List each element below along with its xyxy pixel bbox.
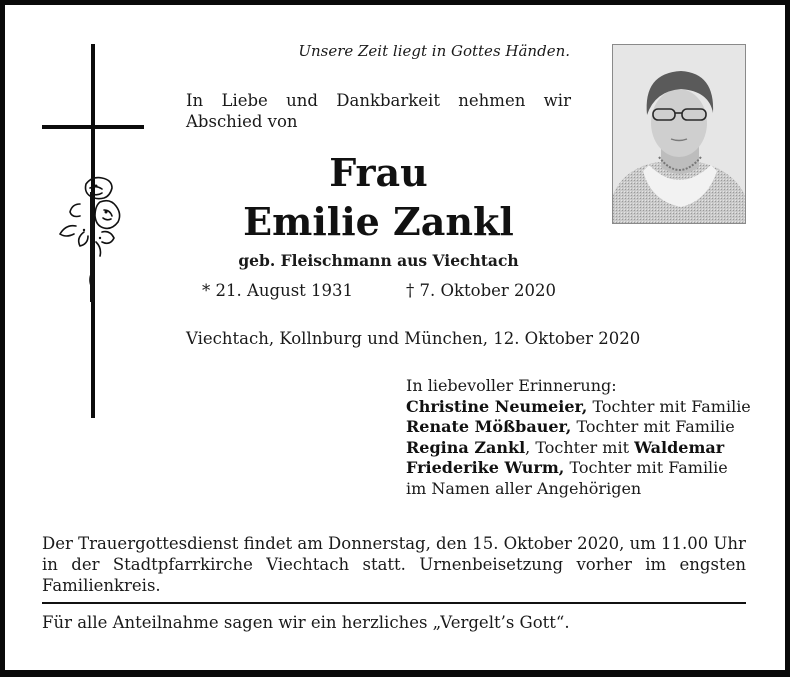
death-date: † 7. Oktober 2020 [406,281,557,300]
place-and-date: Viechtach, Kollnburg und München, 12. Oktober 2020 [186,329,641,348]
intro-word: Dankbarkeit [336,91,440,110]
mourner-relation: , Tochter mit [525,437,635,457]
mourner-relation: Tochter mit Familie [564,458,728,477]
motto: Unsere Zeit liegt in Gottes Händen. [298,42,570,60]
mourners-list [406,376,751,499]
service-word: um [629,534,656,553]
mourner-name: Friederike Wurm, [406,458,565,477]
service-word: am [297,534,323,553]
service-word: der [71,555,100,574]
service-word: Stadtpfarrkirche [112,555,253,574]
service-word: Oktober [503,534,572,553]
intro-line-2: Abschied von [186,112,298,131]
service-word: Viechtach [266,555,350,574]
deceased-name: Emilie Zankl [243,199,514,244]
service-word: 2020, [577,534,625,553]
birth-date: * 21. August 1931 [202,281,354,300]
portrait-photo [612,44,746,224]
mourner-row [406,397,751,418]
mourner-partner: Waldemar [634,437,725,457]
service-line-2 [42,554,746,575]
mourner-relation: Tochter mit Familie [571,417,735,436]
maiden-name: geb. Fleischmann aus Viechtach [238,251,519,270]
intro-word: nehmen [458,91,526,110]
mourner-name: Regina Zankl [406,437,526,457]
mourner-name: Christine Neumeier, [406,396,588,416]
memory-heading: In liebevoller Erinnerung: [406,376,617,395]
deceased-title: Frau [329,150,428,195]
mourner-relation: Tochter mit Familie [587,396,751,416]
service-word: den [436,534,468,553]
service-line-3: Familienkreis. [42,576,161,595]
service-line-1 [42,533,746,554]
service-word: Trauergottesdienst [78,534,239,553]
service-word: findet [243,534,293,553]
rose-icon [56,172,136,312]
divider [42,602,746,604]
service-word: Urnenbeisetzung [419,555,564,574]
mourner-row [406,417,751,438]
service-word: Der [42,534,73,553]
portrait-illustration [613,45,745,223]
service-word: engsten [679,555,746,574]
service-word: in [42,555,58,574]
mourner-row [406,458,751,479]
service-word: statt. [362,555,406,574]
cross-bar [42,125,144,129]
service-word: 11.00 [661,534,709,553]
thanks-text: Für alle Anteilnahme sagen wir ein herzliches „Vergelt’s Gott“. [42,613,570,632]
service-word: 15. [472,534,499,553]
intro-text [186,90,571,132]
intro-word: In [186,91,204,110]
service-word: Uhr [713,534,746,553]
intro-line-1 [186,90,571,111]
service-word: im [645,555,667,574]
memory-closing: im Namen aller Angehörigen [406,478,642,498]
service-word: vorher [576,555,632,574]
mourner-name: Renate Mößbauer, [406,417,572,436]
intro-word: und [286,91,318,110]
intro-word: Liebe [221,91,268,110]
mourner-row [406,438,751,459]
intro-word: wir [543,91,571,110]
service-info [42,533,746,596]
service-word: Donnerstag, [328,534,431,553]
